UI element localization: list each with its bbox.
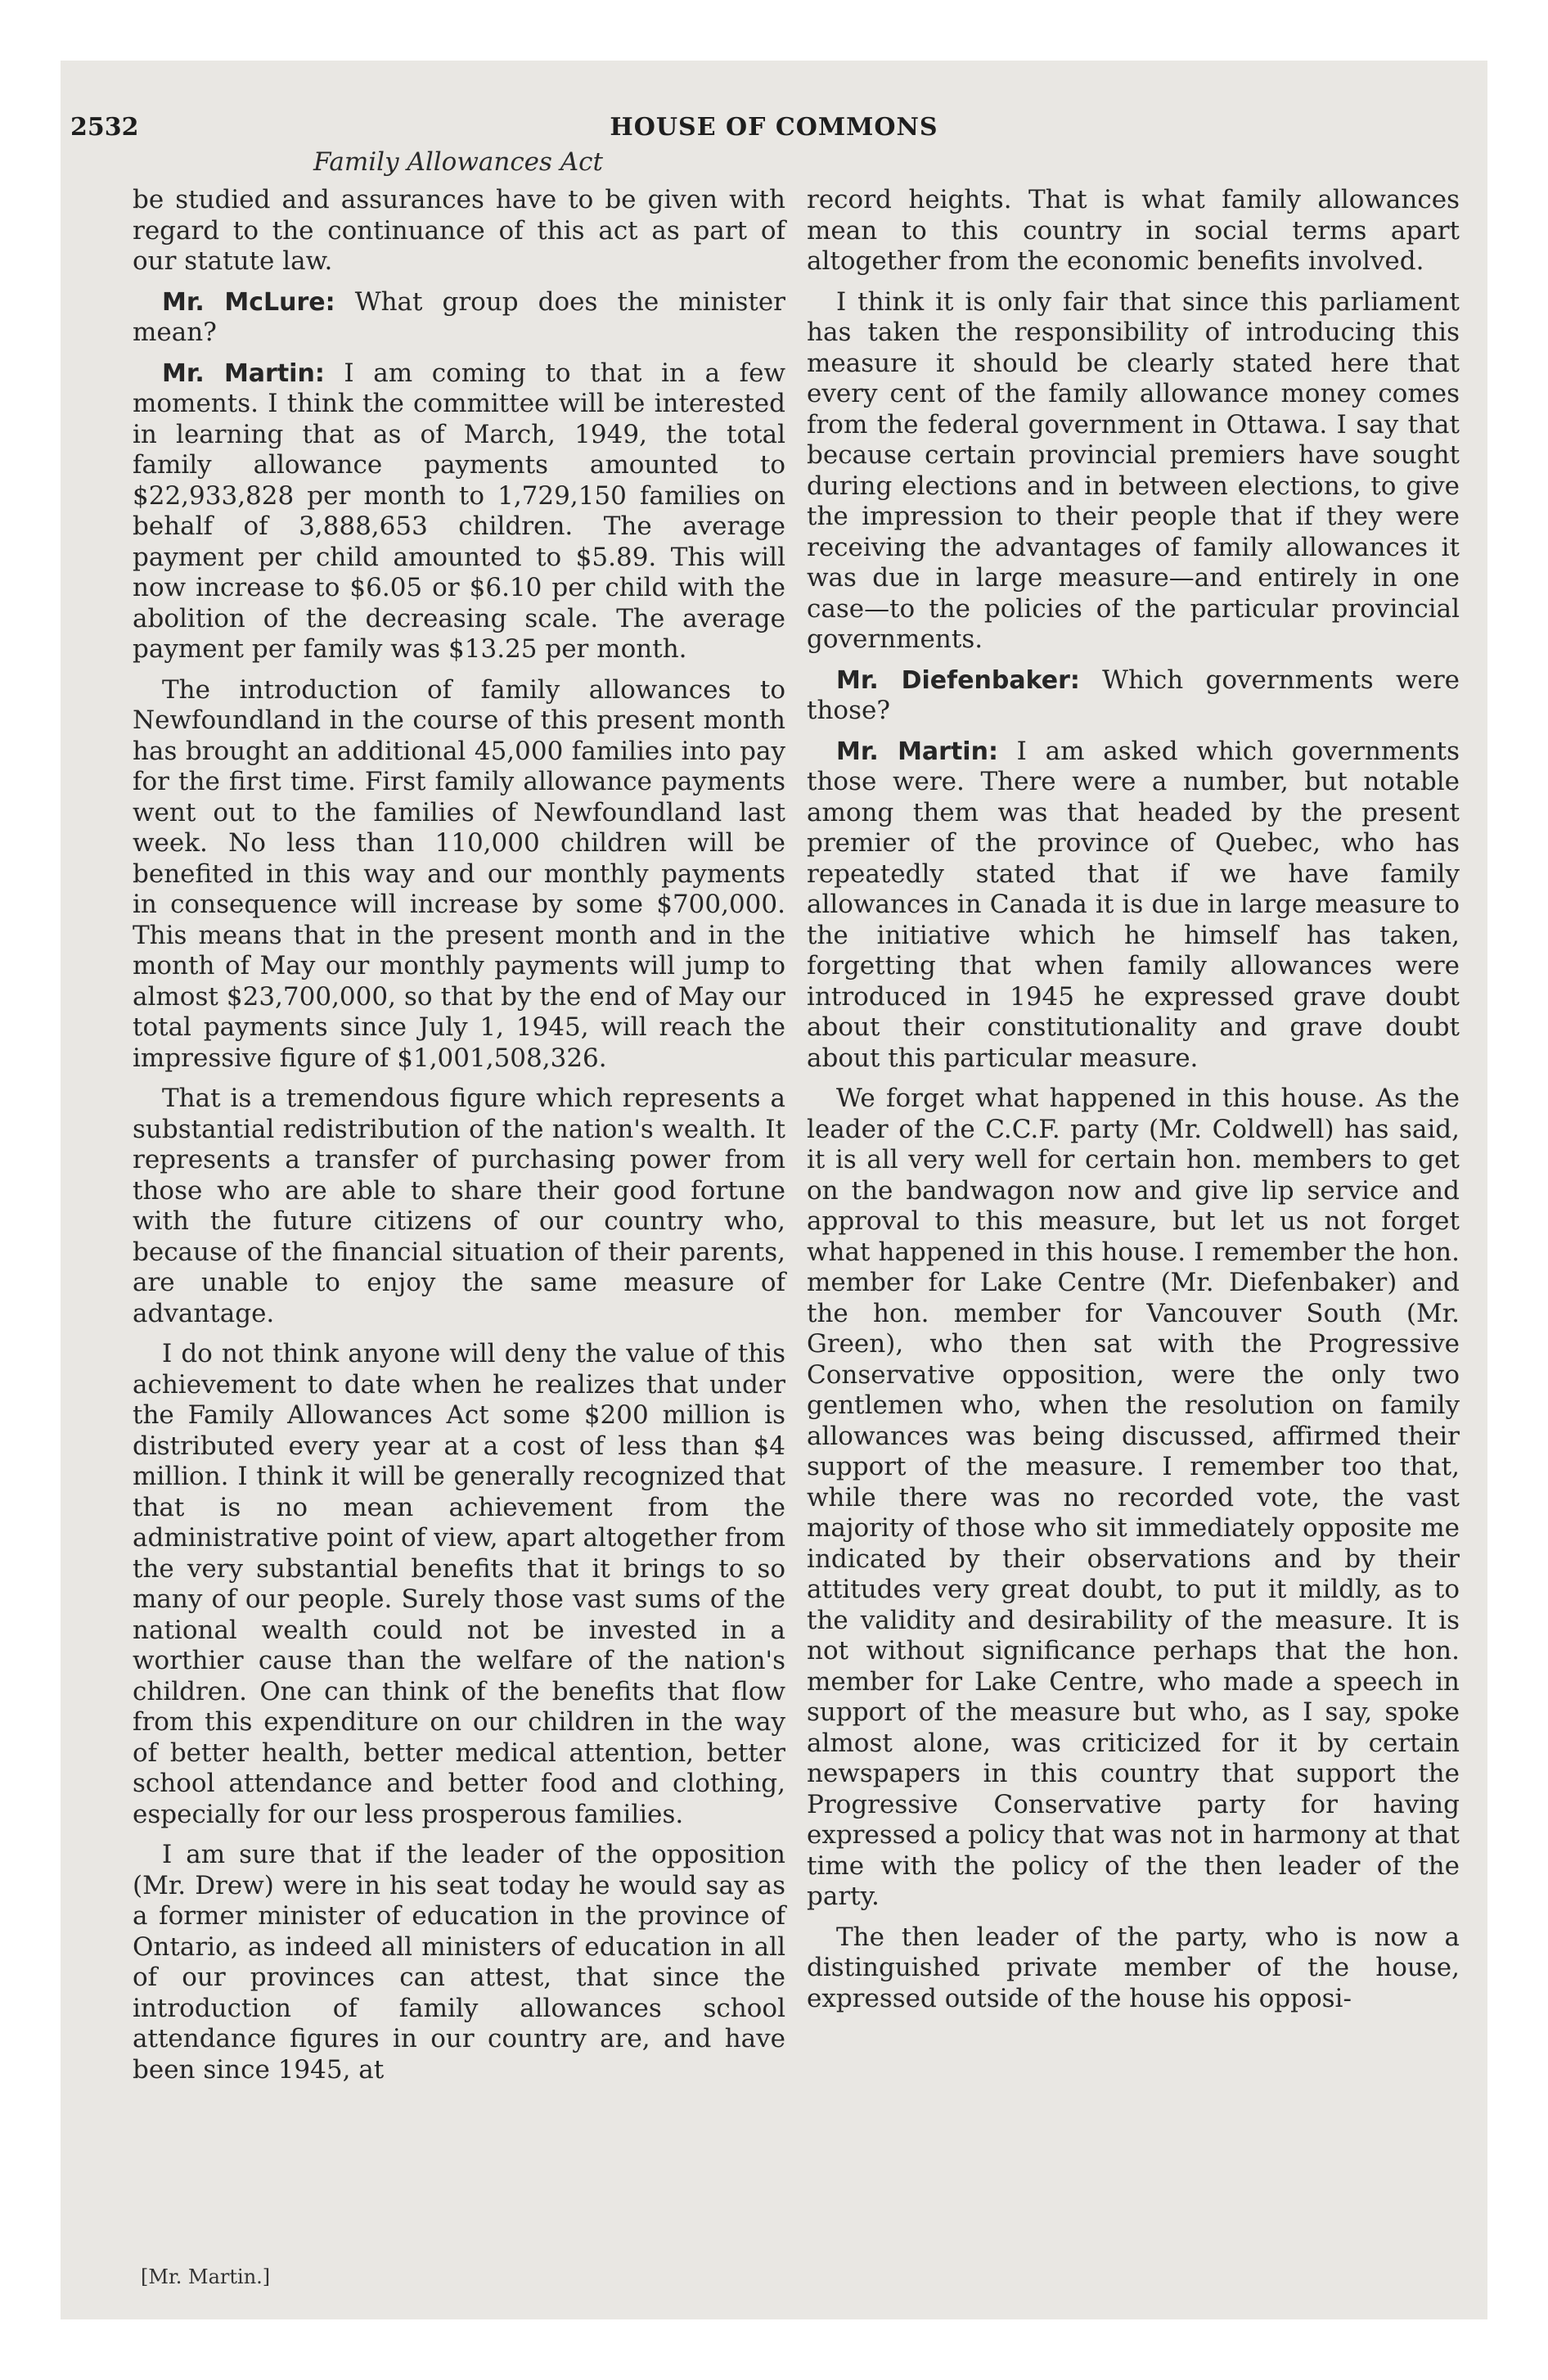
speaker-name: Mr. McLure:: [162, 287, 335, 317]
paragraph: [133, 358, 785, 665]
paragraph: [807, 185, 1460, 277]
paragraph-text: be studied and assurances have to be given with regard to the continuance of this act as part of our statute law.: [133, 185, 785, 276]
paragraph-text: I am asked which governments those were. There were a number, but notable among them was that headed by the present premier of the province of Quebec, who has repeatedly stated that if we have family allowances in Canada it is due in large measure to the initiative which he himself has taken, forgetting that when family allowances were introduced in 1945 he expressed grave doubt about their constitutionality and grave doubt about this particular measure.: [807, 736, 1460, 1073]
paragraph-text: Which governments were those?: [807, 665, 1460, 725]
paragraph: [807, 665, 1460, 727]
paragraph-text: I do not think anyone will deny the value of this achievement to date when he realizes that under the Family Allowances Act some $200 million is distributed every year at a cost of less than $4 million. I think it will be generally recognized that that is no mean achievement from the administrative point of view, apart altogether from the very substantial benefits that it brings to so many of our people. Surely those vast sums of the national wealth could not be invested in a worthier cause than the welfare of the nation's children. One can think of the benefits that flow from this expenditure on our children in the way of better health, better medical attention, better school attendance and better food and clothing, especially for our less prosperous families.: [133, 1339, 785, 1829]
paragraph: [133, 1840, 785, 2085]
paragraph: [807, 1922, 1460, 2015]
section-title: Family Allowances Act: [313, 147, 604, 177]
paragraph-text: record heights. That is what family allowances mean to this country in social terms apart altogether from the economic benefits involved.: [807, 185, 1460, 276]
left-column: [133, 185, 785, 2095]
paragraph-text: I am coming to that in a few moments. I think the committee will be interested in learning that as of March, 1949, the total family allowance payments amounted to $22,933,828 per month to 1,729,150 families on behalf of 3,888,653 children. The average payment per child amounted to $5.89. This will now increase to $6.05 or $6.10 per child with the abolition of the decreasing scale. The average payment per family was $13.25 per month.: [133, 358, 785, 664]
right-column: [807, 185, 1460, 2024]
paragraph: [133, 185, 785, 277]
paragraph: [133, 287, 785, 349]
speaker-name: Mr. Diefenbaker:: [836, 665, 1080, 695]
footer-speaker-note: [Mr. Martin.]: [141, 2265, 271, 2288]
page-number: 2532: [70, 113, 139, 142]
paragraph-text: I think it is only fair that since this parliament has taken the responsibility of introducing this measure it should be clearly stated here that every cent of the family allowance money comes from the federal government in Ottawa. I say that because certain provincial premiers have sought during elections and in between elections, to give the impression to their people that if they were receiving the advantages of family allowances it was due in large measure—and entirely in one case—to the policies of the particular provincial governments.: [807, 286, 1460, 654]
paragraph: [807, 1084, 1460, 1913]
speaker-name: Mr. Martin:: [836, 737, 998, 766]
speaker-name: Mr. Martin:: [162, 358, 325, 388]
paragraph-text: That is a tremendous figure which represents a substantial redistribution of the nation's wealth. It represents a transfer of purchasing power from those who are able to share their good fortune with the future citizens of our country who, because of the financial situation of their parents, are unable to enjoy the same measure of advantage.: [133, 1084, 785, 1328]
paragraph: [807, 737, 1460, 1075]
paragraph-text: The introduction of family allowances to Newfoundland in the course of this present month has brought an additional 45,000 families into pay for the first time. First family allowance payments went out to the families of Newfoundland last week. No less than 110,000 children will be benefited in this way and our monthly payments in consequence will increase by some $700,000. This means that in the present month and in the month of May our monthly payments will jump to almost $23,700,000, so that by the end of May our total payments since July 1, 1945, will reach the impressive figure of $1,001,508,326.: [133, 674, 785, 1073]
paragraph-text: I am sure that if the leader of the opposition (Mr. Drew) were in his seat today he would say as a former minister of education in the province of Ontario, as indeed all ministers of education in all of our provinces can attest, that since the introduction of family allowances school attendance figures in our country are, and have been since 1945, at: [133, 1840, 785, 2085]
running-head: HOUSE OF COMMONS: [610, 113, 938, 142]
paragraph: [133, 1339, 785, 1830]
paragraph-text: What group does the minister mean?: [133, 286, 786, 347]
paragraph-text: The then leader of the party, who is now a distinguished private member of the house, expressed outside of the house his opposi-: [807, 1922, 1460, 2013]
paragraph: [807, 287, 1460, 656]
paragraph: [133, 1084, 785, 1329]
paragraph-text: We forget what happened in this house. As the leader of the C.C.F. party (Mr. Coldwell) has said, it is all very well for certain hon. members to get on the bandwagon now and give lip service and approval to this measure, but let us not forget what happened in this house. I remember the hon. member for Lake Centre (Mr. Diefenbaker) and the hon. member for Vancouver South (Mr. Green), who then sat with the Progressive Conservative opposition, were the only two gentlemen who, when the resolution on family allowances was being discussed, affirmed their support of the measure. I remember too that, while there was no recorded vote, the vast majority of those who sit immediately opposite me indicated by their observations and by their attitudes very great doubt, to put it mildly, as to the validity and desirability of the measure. It is not without significance perhaps that the hon. member for Lake Centre, who made a speech in support of the measure but who, as I say, spoke almost alone, was criticized for it by certain newspapers in this country that support the Progressive Conservative party for having expressed a policy that was not in harmony at that time with the policy of the then leader of the party.: [807, 1084, 1460, 1911]
paragraph: [133, 675, 785, 1075]
